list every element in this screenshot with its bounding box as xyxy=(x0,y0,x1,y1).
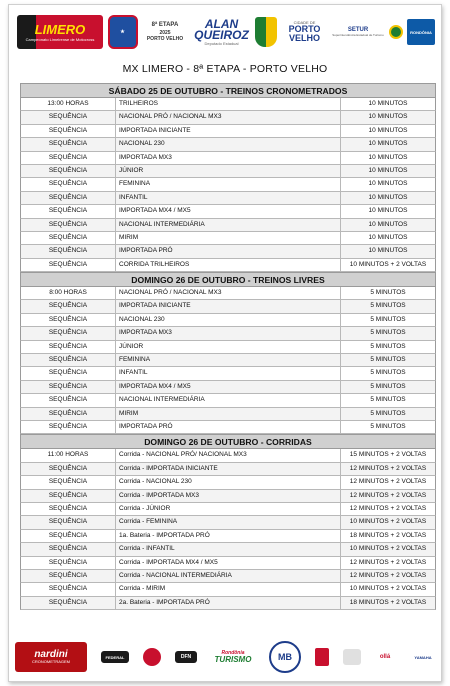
duration-cell: 10 MINUTOS + 2 VOLTAS xyxy=(349,518,427,526)
etapa-logo xyxy=(142,15,188,49)
schedule-section xyxy=(20,272,436,434)
schedule-table xyxy=(20,83,436,610)
duration-cell: 5 MINUTOS xyxy=(370,329,406,337)
category-cell: IMPORTADA MX3 xyxy=(116,152,341,164)
duration-cell: 12 MINUTOS + 2 VOLTAS xyxy=(349,478,427,486)
duration-cell: 10 MINUTOS xyxy=(368,166,408,174)
table-row xyxy=(20,219,436,232)
duration-cell: 10 MINUTOS xyxy=(368,140,408,148)
table-row xyxy=(20,463,436,476)
porto-velho-emblem-icon xyxy=(255,17,277,47)
category-cell: NACIONAL PRÓ / NACIONAL MX3 xyxy=(116,111,341,123)
table-row xyxy=(20,300,436,313)
duration-cell: 18 MINUTOS + 2 VOLTAS xyxy=(349,598,427,606)
table-row xyxy=(20,152,436,165)
time-cell: SEQUÊNCIA xyxy=(21,570,116,582)
duration-cell: 10 MINUTOS + 2 VOLTAS xyxy=(349,260,427,268)
table-row xyxy=(20,178,436,191)
rondonia-logo: RONDÔNIA xyxy=(407,19,435,45)
time-cell: SEQUÊNCIA xyxy=(21,111,116,123)
table-row xyxy=(20,367,436,380)
alan-queiroz-last: QUEIROZ xyxy=(194,27,249,42)
duration-cell: 10 MINUTOS xyxy=(368,126,408,134)
sponsor-small-logo-icon xyxy=(343,649,361,665)
mb-logo: MB xyxy=(269,641,301,673)
duration-cell: 5 MINUTOS xyxy=(370,302,406,310)
category-cell: MIRIM xyxy=(116,232,341,244)
time-cell: SEQUÊNCIA xyxy=(21,530,116,542)
table-row xyxy=(20,125,436,138)
table-row xyxy=(20,583,436,596)
table-row xyxy=(20,530,436,543)
time-cell: SEQUÊNCIA xyxy=(21,232,116,244)
category-cell: TRILHEIROS xyxy=(116,98,341,110)
category-cell: Corrida - INFANTIL xyxy=(116,543,341,555)
table-row xyxy=(20,394,436,407)
category-cell: NACIONAL INTERMEDIÁRIA xyxy=(116,394,341,406)
table-row xyxy=(20,597,436,610)
table-row xyxy=(20,232,436,245)
duration-cell: 12 MINUTOS + 2 VOLTAS xyxy=(349,491,427,499)
category-cell: IMPORTADA PRÓ xyxy=(116,245,341,257)
category-cell: JÚNIOR xyxy=(116,341,341,353)
category-cell: IMPORTADA INICIANTE xyxy=(116,300,341,312)
limero-logo-text: LIMERO xyxy=(34,21,86,37)
duration-cell: 10 MINUTOS xyxy=(368,113,408,121)
duration-cell: 5 MINUTOS xyxy=(370,382,406,390)
etapa-logo-city: PORTO VELHO xyxy=(146,35,184,42)
header-logos xyxy=(13,9,439,55)
time-cell: SEQUÊNCIA xyxy=(21,178,116,190)
table-row xyxy=(20,408,436,421)
time-cell: SEQUÊNCIA xyxy=(21,219,116,231)
category-cell: 2a. Bateria - IMPORTADA PRÓ xyxy=(116,597,341,609)
dfn-logo: DFN xyxy=(175,651,197,663)
sponsor-footer xyxy=(13,636,439,678)
table-row xyxy=(20,516,436,529)
time-cell: SEQUÊNCIA xyxy=(21,138,116,150)
nardini-logo-subtitle: CRONOMETRAGEM xyxy=(32,659,70,664)
setur-logo xyxy=(332,15,384,49)
category-cell: 1a. Bateria - IMPORTADA PRÓ xyxy=(116,530,341,542)
time-cell: SEQUÊNCIA xyxy=(21,314,116,326)
category-cell: NACIONAL INTERMEDIÁRIA xyxy=(116,219,341,231)
turismo-logo-line1: Rondônia xyxy=(221,649,245,656)
category-cell: JÚNIOR xyxy=(116,165,341,177)
setur-logo-text: SETUR xyxy=(347,27,369,34)
category-cell: Corrida - NACIONAL INTERMEDIÁRIA xyxy=(116,570,341,582)
porto-velho-logo xyxy=(282,15,328,49)
category-cell: NACIONAL 230 xyxy=(116,314,341,326)
category-cell: IMPORTADA INICIANTE xyxy=(116,125,341,137)
duration-cell: 15 MINUTOS + 2 VOLTAS xyxy=(349,451,427,459)
category-cell: IMPORTADA PRÓ xyxy=(116,421,341,433)
table-row xyxy=(20,341,436,354)
table-row xyxy=(20,490,436,503)
olla-logo: ollá xyxy=(379,654,391,660)
table-row xyxy=(20,503,436,516)
duration-cell: 10 MINUTOS xyxy=(368,220,408,228)
duration-cell: 12 MINUTOS + 2 VOLTAS xyxy=(349,504,427,512)
table-row xyxy=(20,421,436,434)
category-cell: IMPORTADA MX4 / MX5 xyxy=(116,205,341,217)
category-cell: NACIONAL PRÓ / NACIONAL MX3 xyxy=(116,287,341,299)
table-row xyxy=(20,192,436,205)
category-cell: Corrida - FEMININA xyxy=(116,516,341,528)
section-rows xyxy=(20,98,436,272)
alan-queiroz-role: Deputado Estadual xyxy=(204,40,239,46)
category-cell: CORRIDA TRILHEIROS xyxy=(116,259,341,271)
time-cell: SEQUÊNCIA xyxy=(21,394,116,406)
time-cell: SEQUÊNCIA xyxy=(21,354,116,366)
time-cell: SEQUÊNCIA xyxy=(21,543,116,555)
category-cell: Corrida - IMPORTADA INICIANTE xyxy=(116,463,341,475)
category-cell: Corrida - IMPORTADA MX3 xyxy=(116,490,341,502)
duration-cell: 10 MINUTOS + 2 VOLTAS xyxy=(349,545,427,553)
time-cell: 8:00 HORAS xyxy=(21,287,116,299)
table-row xyxy=(20,138,436,151)
time-cell: SEQUÊNCIA xyxy=(21,125,116,137)
duration-cell: 10 MINUTOS xyxy=(368,193,408,201)
duration-cell: 10 MINUTOS xyxy=(368,233,408,241)
category-cell: FEMININA xyxy=(116,178,341,190)
turismo-logo-line2: TURISMO xyxy=(214,654,252,664)
duration-cell: 18 MINUTOS + 2 VOLTAS xyxy=(349,531,427,539)
duration-cell: 5 MINUTOS xyxy=(370,356,406,364)
time-cell: SEQUÊNCIA xyxy=(21,300,116,312)
table-row xyxy=(20,98,436,111)
category-cell: IMPORTADA MX3 xyxy=(116,327,341,339)
time-cell: 13:00 HORAS xyxy=(21,98,116,110)
time-cell: SEQUÊNCIA xyxy=(21,341,116,353)
sponsor-red-emblem-icon xyxy=(143,648,161,666)
time-cell: SEQUÊNCIA xyxy=(21,516,116,528)
time-cell: SEQUÊNCIA xyxy=(21,367,116,379)
alan-queiroz-logo xyxy=(193,15,251,49)
alan-queiroz-first: ALAN xyxy=(204,16,239,31)
duration-cell: 5 MINUTOS xyxy=(370,409,406,417)
time-cell: 11:00 HORAS xyxy=(21,449,116,461)
category-cell: Corrida - IMPORTADA MX4 / MX5 xyxy=(116,557,341,569)
category-cell: MIRIM xyxy=(116,408,341,420)
duration-cell: 5 MINUTOS xyxy=(370,369,406,377)
table-row xyxy=(20,245,436,258)
nardini-logo-text: nardini xyxy=(34,649,68,660)
duration-cell: 10 MINUTOS xyxy=(368,153,408,161)
duration-cell: 5 MINUTOS xyxy=(370,422,406,430)
duration-cell: 10 MINUTOS xyxy=(368,180,408,188)
table-row xyxy=(20,111,436,124)
time-cell: SEQUÊNCIA xyxy=(21,152,116,164)
etapa-logo-year: 2025 xyxy=(159,29,171,36)
time-cell: SEQUÊNCIA xyxy=(21,490,116,502)
time-cell: SEQUÊNCIA xyxy=(21,503,116,515)
category-cell: Corrida - JÚNIOR xyxy=(116,503,341,515)
honda-wing-icon xyxy=(315,648,329,666)
nardini-logo xyxy=(15,642,87,672)
time-cell: SEQUÊNCIA xyxy=(21,192,116,204)
section-title: SÁBADO 25 DE OUTUBRO - TREINOS CRONOMETRADOS xyxy=(20,83,436,98)
time-cell: SEQUÊNCIA xyxy=(21,165,116,177)
porto-velho-logo-line2: VELHO xyxy=(288,33,320,43)
category-cell: IMPORTADA MX4 / MX5 xyxy=(116,381,341,393)
table-row xyxy=(20,557,436,570)
setur-logo-subtitle: Superintendência Estadual de Turismo xyxy=(332,32,384,37)
time-cell: SEQUÊNCIA xyxy=(21,327,116,339)
time-cell: SEQUÊNCIA xyxy=(21,259,116,271)
duration-cell: 5 MINUTOS xyxy=(370,289,406,297)
category-cell: Corrida - MIRIM xyxy=(116,583,341,595)
table-row xyxy=(20,543,436,556)
duration-cell: 10 MINUTOS xyxy=(368,207,408,215)
etapa-logo-number: 8ª ETAPA xyxy=(151,22,179,29)
table-row xyxy=(20,205,436,218)
duration-cell: 12 MINUTOS + 2 VOLTAS xyxy=(349,464,427,472)
time-cell: SEQUÊNCIA xyxy=(21,476,116,488)
category-cell: FEMININA xyxy=(116,354,341,366)
duration-cell: 10 MINUTOS xyxy=(368,247,408,255)
table-row xyxy=(20,314,436,327)
table-row xyxy=(20,476,436,489)
section-title: DOMINGO 26 DE OUTUBRO - TREINOS LIVRES xyxy=(20,272,436,287)
category-cell: Corrida - NACIONAL 230 xyxy=(116,476,341,488)
table-row xyxy=(20,259,436,272)
schedule-section xyxy=(20,434,436,610)
event-title: MX LIMERO - 8ª ETAPA - PORTO VELHO xyxy=(122,63,328,75)
duration-cell: 12 MINUTOS + 2 VOLTAS xyxy=(349,558,427,566)
section-rows xyxy=(20,287,436,434)
duration-cell: 5 MINUTOS xyxy=(370,342,406,350)
table-row xyxy=(20,449,436,462)
time-cell: SEQUÊNCIA xyxy=(21,463,116,475)
limero-logo xyxy=(17,15,103,49)
limero-logo-subtitle: Campeonato Limeirense de Motocross xyxy=(25,36,95,42)
category-cell: NACIONAL 230 xyxy=(116,138,341,150)
time-cell: SEQUÊNCIA xyxy=(21,245,116,257)
table-row xyxy=(20,570,436,583)
federal-logo: FEDERAL xyxy=(101,651,129,663)
category-cell: INFANTIL xyxy=(116,367,341,379)
table-row xyxy=(20,327,436,340)
time-cell: SEQUÊNCIA xyxy=(21,583,116,595)
table-row xyxy=(20,165,436,178)
turismo-logo xyxy=(211,643,255,671)
time-cell: SEQUÊNCIA xyxy=(21,557,116,569)
table-row xyxy=(20,381,436,394)
time-cell: SEQUÊNCIA xyxy=(21,597,116,609)
porto-velho-logo-line1: PORTO xyxy=(288,24,321,34)
duration-cell: 5 MINUTOS xyxy=(370,315,406,323)
section-rows xyxy=(20,449,436,610)
duration-cell: 5 MINUTOS xyxy=(370,396,406,404)
rondonia-flag-icon xyxy=(389,25,403,39)
yamaha-logo: YAMAHA xyxy=(414,654,432,660)
time-cell: SEQUÊNCIA xyxy=(21,421,116,433)
time-cell: SEQUÊNCIA xyxy=(21,381,116,393)
duration-cell: 10 MINUTOS xyxy=(368,100,408,107)
category-cell: Corrida - NACIONAL PRÓ/ NACIONAL MX3 xyxy=(116,449,341,461)
category-cell: INFANTIL xyxy=(116,192,341,204)
section-title: DOMINGO 26 DE OUTUBRO - CORRIDAS xyxy=(20,434,436,449)
schedule-section xyxy=(20,83,436,272)
table-row xyxy=(20,354,436,367)
porto-velho-logo-prefix: CIDADE DE xyxy=(293,20,316,25)
time-cell: SEQUÊNCIA xyxy=(21,408,116,420)
duration-cell: 12 MINUTOS + 2 VOLTAS xyxy=(349,571,427,579)
schedule-sheet xyxy=(8,4,442,682)
time-cell: SEQUÊNCIA xyxy=(21,205,116,217)
table-row xyxy=(20,287,436,300)
championship-badge-logo: ★ xyxy=(108,15,138,49)
duration-cell: 10 MINUTOS + 2 VOLTAS xyxy=(349,585,427,593)
